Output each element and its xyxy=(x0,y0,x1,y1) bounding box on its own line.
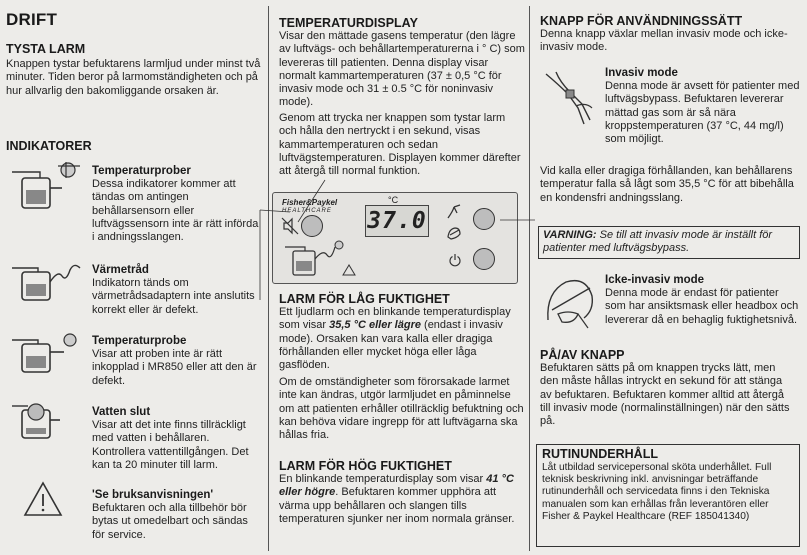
temperaturdisplay-body-1: Visar den mättade gasens temperatur (den lägre av luftvägs- och behållartemperaturerna i ° C) som levereras till patienten. Denna display visar normalt kammartemperaturen (37 ± 0,5 °C för invasiv mode och 31 ± 0.5 °C för noninvasiv mode). xyxy=(279,30,525,109)
larm-lag-body-1: Ett ljudlarm och en blinkande temperaturdisplay som visar 35,5 °C eller lägre (endast i invasiv mode). Orsaken kan vara kalla eller dragiga förhållanden eller mycket höga eller låga gasflöden. xyxy=(279,306,511,372)
larm-lag-heading: LARM FÖR LÅG FUKTIGHET xyxy=(279,292,450,306)
column-drift xyxy=(6,10,264,30)
invasive-mode-illustration-icon xyxy=(540,68,596,132)
temperaturdisplay-heading: TEMPERATURDISPLAY xyxy=(279,16,418,30)
warning-triangle-icon xyxy=(22,480,64,518)
larm-lag-body-2: Om de omständigheter som förorsakade larmet inte kan ändras, utgör larmljudet en påminnelse om att patienten erhåller otillräcklig befuktning och kan behöva vidare ingrepp för att luftvägarna ska hållas fria. xyxy=(279,376,524,442)
tysta-larm-body: Knappen tystar befuktarens larmljud under minst två minuter. Tiden beror på larmomständigheten och på hur allvarlig den bakomliggande orsaken är. xyxy=(6,58,261,97)
larm-hog-heading: LARM FÖR HÖG FUKTIGHET xyxy=(279,459,452,473)
indicator-body-vatten-slut: Visar att det inte finns tillräckligt med vatten i behållaren. Kontrollera vattentillgången. Det kan ta 20 minuter till larm. xyxy=(92,419,249,471)
warning-label: VARNING: xyxy=(543,229,597,241)
larm-hog-body: En blinkande temperaturdisplay som visar 41 °C eller högre. Befuktaren kommer upphöra att värma upp behållaren och slangen tills temperaturen sjunker ner inom normala gränser. xyxy=(279,473,515,525)
indicator-body-temperaturprobe: Visar att proben inte är rätt inkopplad i MR850 eller att den är defekt. xyxy=(92,348,257,387)
indicator-title-se-bruksanvisningen: 'Se bruksanvisningen' xyxy=(92,489,214,501)
page-title: DRIFT xyxy=(6,10,58,29)
knapp-body: Denna knapp växlar mellan invasiv mode och icke-invasiv mode. xyxy=(540,28,788,54)
indicator-body-se-bruksanvisningen: Befuktaren och alla tillbehör bör bytas ut omedelbart och sändas för service. xyxy=(92,502,248,541)
knapp-heading: KNAPP FÖR ANVÄNDNINGSSÄTT xyxy=(540,14,743,28)
nonin-mode-body: Denna mode är endast för patienter som har ansiktsmask eller headbox och levererar då en behaglig fuktighetsnivå. xyxy=(605,287,799,326)
nonin-mode-title: Icke-invasiv mode xyxy=(605,274,705,286)
cold-conditions-body: Vid kalla eller dragiga förhållanden, kan behållarens temperatur falla så lågt som 35,5 °C för att bibehålla en kondensfri andningsslang. xyxy=(540,165,794,204)
brand-line-1: Fisher&Paykel xyxy=(282,198,338,207)
rutinunderhall-box xyxy=(536,444,800,547)
indikatorer-heading: INDIKATORER xyxy=(6,139,92,153)
pa-av-heading: PÅ/AV KNAPP xyxy=(540,348,625,362)
noninvasive-mode-illustration-icon xyxy=(538,270,600,332)
indicator-title-varmetrad: Värmetråd xyxy=(92,264,149,276)
rutin-body: Låt utbildad servicepersonal sköta underhållet. Full teknisk beskrivning inkl. anvisningar beträffande rutinunderhåll och servicedata finns i den Tekniska manualen som kan erhållas från leverantören eller Fisher & Paykel Healthcare (REF 185041340) xyxy=(542,462,772,522)
callout-lines xyxy=(250,150,540,300)
water-out-icon xyxy=(8,396,88,446)
display-unit: °C xyxy=(388,195,399,205)
tysta-larm-heading: TYSTA LARM xyxy=(6,42,86,56)
rutin-heading: RUTINUNDERHÅLL xyxy=(542,447,658,461)
temperature-probe-fault-icon xyxy=(8,330,88,380)
indicator-body-temperaturprober: Dessa indikatorer kommer att tändas om antingen behållarsensorn eller luftvägssensorn inte är rätt införda i andningsslangen. xyxy=(92,178,259,244)
temperature-probe-icon xyxy=(8,160,88,220)
pa-av-body: Befuktaren sätts på om knappen trycks lätt, men den måste hållas intryckt en sekund för att stänga av befuktaren. Befuktaren kommer alltid att återgå till invasiv mode (normalinställningen) när den sätts på. xyxy=(540,362,790,428)
brand-line-2: HEALTHCARE xyxy=(282,208,332,214)
temperature-display: 37.0 xyxy=(365,205,429,237)
heater-wire-icon xyxy=(8,258,88,308)
warning-text: Se till att invasiv mode är inställt för patienter med luftvägsbypass. xyxy=(543,229,773,255)
invasiv-mode-title: Invasiv mode xyxy=(605,67,678,79)
temperaturdisplay-body-2: Genom att trycka ner knappen som tystar larm och hålla den nertryckt i en sekund, visas kammartemperaturen och sedan luftvägstemperaturen. Displayen kommer därefter att återgå till normal funktion. xyxy=(279,112,521,178)
indicator-title-temperaturprober: Temperaturprober xyxy=(92,165,191,177)
invasiv-mode-body: Denna mode är avsett för patienter med luftvägsbypass. Befuktaren levererar mättad gas som är så nära kroppstemperaturen (37 °C, 44 mg/l) som möjligt. xyxy=(605,80,800,146)
indicator-body-varmetrad: Indikatorn tänds om värmetrådsadaptern inte anslutits korrekt eller är defekt. xyxy=(92,277,255,316)
warning-box xyxy=(538,226,800,259)
indicator-title-temperaturprobe: Temperaturprobe xyxy=(92,335,187,347)
indicator-title-vatten-slut: Vatten slut xyxy=(92,406,151,418)
